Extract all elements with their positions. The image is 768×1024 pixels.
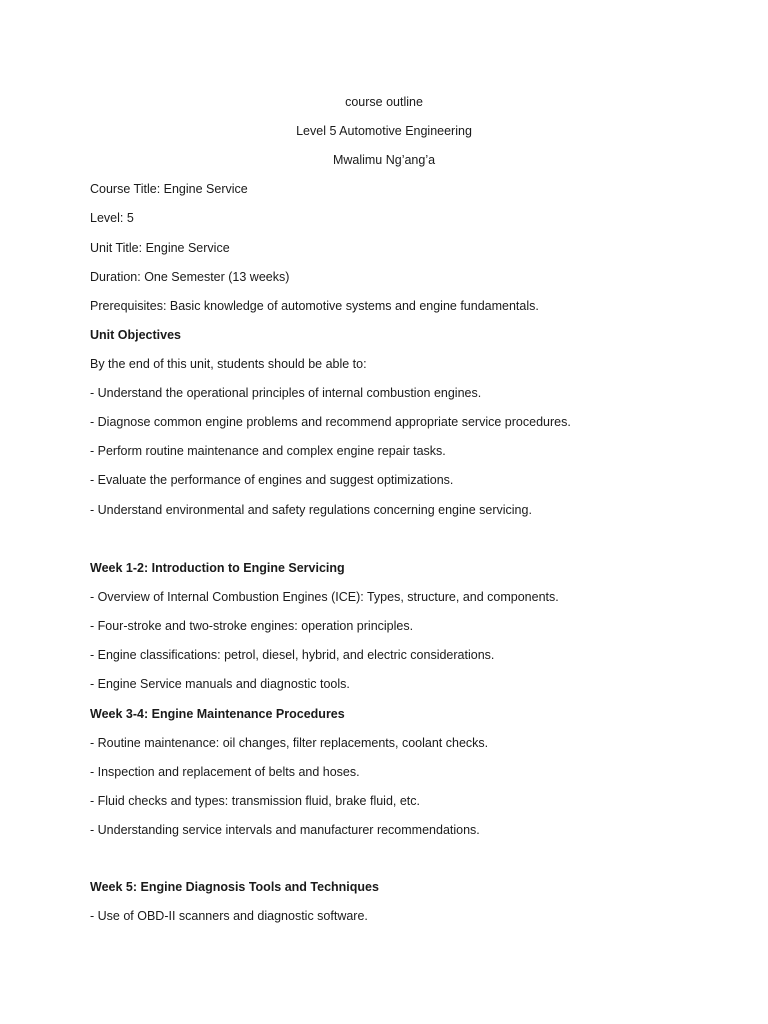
week-item: - Engine classifications: petrol, diesel, hybrid, and electric considerations. [90,648,495,662]
objectives-heading: Unit Objectives [90,328,181,342]
course-prerequisites: Prerequisites: Basic knowledge of automotive systems and engine fundamentals. [90,299,539,313]
doc-label: course outline [345,95,423,109]
objective-item: - Understand the operational principles of internal combustion engines. [90,386,482,400]
week-item: - Four-stroke and two-stroke engines: operation principles. [90,619,414,633]
course-title: Course Title: Engine Service [90,182,248,196]
objective-item: - Perform routine maintenance and complex engine repair tasks. [90,444,446,458]
week-heading: Week 1-2: Introduction to Engine Servicing [90,561,345,575]
program-title: Level 5 Automotive Engineering [296,124,472,138]
course-duration: Duration: One Semester (13 weeks) [90,270,290,284]
course-level: Level: 5 [90,211,134,225]
objective-item: - Evaluate the performance of engines and suggest optimizations. [90,473,454,487]
objective-item: - Understand environmental and safety regulations concerning engine servicing. [90,503,532,517]
week-item: - Engine Service manuals and diagnostic tools. [90,677,350,691]
author-name: Mwalimu Ng’ang’a [332,153,436,167]
week-item: - Fluid checks and types: transmission fluid, brake fluid, etc. [90,794,421,808]
week-item: - Use of OBD-II scanners and diagnostic software. [90,909,368,923]
week-item: - Routine maintenance: oil changes, filter replacements, coolant checks. [90,736,489,750]
objectives-intro: By the end of this unit, students should be able to: [90,357,367,371]
week-item: - Overview of Internal Combustion Engines (ICE): Types, structure, and components. [90,590,559,604]
week-item: - Inspection and replacement of belts and hoses. [90,765,360,779]
week-heading: Week 5: Engine Diagnosis Tools and Techniques [90,880,379,894]
week-item: - Understanding service intervals and manufacturer recommendations. [90,823,480,837]
week-heading: Week 3-4: Engine Maintenance Procedures [90,707,345,721]
objective-item: - Diagnose common engine problems and recommend appropriate service procedures. [90,415,571,429]
unit-title: Unit Title: Engine Service [90,241,230,255]
